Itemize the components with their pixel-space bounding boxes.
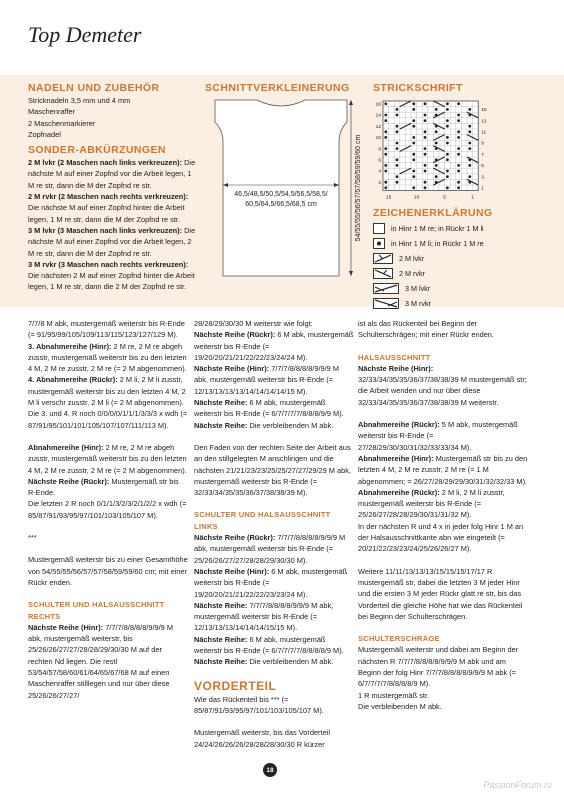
instruction-paragraph [28,442,188,476]
purl-dot [435,142,438,145]
spacer [28,431,188,442]
purl-dot [384,186,387,189]
purl-dot [384,130,387,133]
instruction-paragraph [194,634,354,657]
row-label: Nächste Reihe: [194,600,248,610]
purl-dot [412,158,415,161]
purl-dot [468,108,471,111]
row-text: 6 M abk, mustergemäß weiterstr bis R-Ende (= 19/20/20/21/21/22/22/23/23/24 M). [194,566,348,599]
legend-item [373,281,543,296]
purl-dot [446,153,449,156]
purl-dot [435,130,438,133]
purl-dot [457,181,460,184]
purl-dot [468,164,471,167]
row-text: Mustergemäß str bis R-Ende. [28,476,179,498]
purl-dot [424,181,427,184]
row-text: 6 M abk, mustergemäß weiterstr bis R-Ende (= 19/20/20/21/21/22/22/23/24/24 M). [194,330,354,362]
schnitt-diagram [205,98,367,298]
section-heading: SCHULTER UND HALSAUSSCHNITT RECHTS [28,600,165,621]
instruction-paragraph [194,420,354,431]
purl-dot [412,175,415,178]
purl-dot [396,164,399,167]
row-label: Nächste Reihe (Hinr): [194,566,270,576]
col-number: 1 [471,195,474,201]
page-title: Top Demeter [28,22,142,47]
materials-column [28,82,196,293]
legend-label: in Hinr 1 M li; in Rückr 1 M re [391,239,484,248]
spacer [28,521,188,532]
nadeln-list [28,95,196,140]
row-text: Die verbleibenden M abk. [247,657,334,667]
nadeln-heading: NADELN UND ZUBEHÖR [28,82,160,94]
row-label: Nächste Reihe (Rückr): [194,533,276,543]
knitting-chart [373,99,513,203]
purl-dot [446,108,449,111]
row-text: Die verbleibenden M abk. [247,420,334,430]
legende-heading: ZEICHENERKLÄRUNG [373,207,493,219]
schnitt-heading: SCHNITTVERKLEINERUNG [205,82,350,94]
instructions-column-2 [194,318,354,750]
instruction-paragraph [194,656,354,667]
row-label: Nächste Reihe (Rückr): [28,476,110,486]
purl-dot [446,175,449,178]
legend-label: 3 M rvkr [405,299,431,308]
3-m-lvkr-icon [373,283,399,294]
purl-dot [384,147,387,150]
legend-label: 2 M lvkr [399,254,425,263]
row-text: 7/7/7/8/8/8/8/9/9/9 M abk, mustergemäß weiterstr bis R-Ende (= 25/26/26/27/27/28/28/29/30/30 M). [194,533,346,565]
purl-dot [396,114,399,117]
row-label: Abnahmereihe (Hinr): [358,453,434,463]
col-number: 5 [443,195,446,201]
purl-dot [468,175,471,178]
spacer [358,341,530,352]
paragraph: Mustergemäß weiterstr bis zu einer Gesamthöhe von 54/55/55/56/57/57/58/59/59/60 cm; mit einer Rückr enden. [28,555,188,587]
purl-dot [435,175,438,178]
legend-label: 3 M lvkr [405,284,431,293]
sonder-list [28,157,196,293]
paragraph: Mustergemäß weiterstr, bis das Vorderteil 24/24/26/26/26/28/28/28/30/30 R kürzer [194,728,330,749]
purl-dot [396,130,399,133]
instruction-paragraph [194,363,354,397]
purl-dot [412,153,415,156]
purl-dot [384,170,387,173]
width-label-1: 46,5/48,5/50,5/54,5/56,5/58,5/ [234,191,328,198]
spacer [194,668,354,679]
paragraph: Den Faden von der rechten Seite der Arbeit aus an den stillgelegten M anschlingen und die nächsten 21/21/23/23/25/25/27/27/29/29 M abk, mustergemäß weiterstr bis R-Ende (= 32/33/34/35/35/36/37/38/38/39 M). [194,442,351,498]
col-number: 10 [413,195,420,201]
instruction-paragraph [28,374,188,408]
purl-dot [424,136,427,139]
3-m-rvkr-icon [373,298,399,309]
row-number-left: 2 [378,180,381,186]
purl-dot [384,181,387,184]
purl-dot [457,153,460,156]
sonder-term: 2 M lvkr (2 Maschen nach links verkreuzen): [28,158,183,168]
sonder-item [28,225,196,259]
2-m-rvkr-icon [373,268,393,279]
purl-dot [412,136,415,139]
height-label: 54/55/55/56/57/57/58/59/59/60 cm [355,134,362,242]
purl-dot [424,114,427,117]
purl-dot [396,181,399,184]
spacer [358,408,530,419]
row-text: Mustergemäß str bis zu den letzten 4 M, 2 M re zusstr, 2 M re (= 1 M abgenommen; = 26/27/28/29/29/30/31/32/32/33 M). [358,453,528,486]
purl-dot [424,119,427,122]
row-number-left: 10 [375,136,381,142]
row-label: 4. Abnahmereihe (Rückr): [28,375,118,385]
sonder-item [28,191,196,225]
purl-dot [424,170,427,173]
purl-dot [412,170,415,173]
purl-dot [435,164,438,167]
row-number-right: 15 [481,108,487,114]
legend-item [373,296,543,311]
sonder-item [28,259,196,293]
section-heading: SCHULTER UND HALSAUSSCHNITT LINKS [194,510,331,531]
row-number-left: 14 [375,113,381,119]
spacer [28,588,188,599]
paragraph: 1 R mustergemäß str. [358,690,430,700]
purl-dot [468,147,471,150]
purl-dot [446,170,449,173]
row-text: 7/7/7/8/8/8/8/9/9/9 M abk, mustergemäß weiterstr bis R-Ende (= 12/13/13/13/13/14/14/14/14/15 M). [194,364,340,396]
legend-item [373,266,543,281]
row-label: Abnahmereihe (Hinr): [28,442,104,452]
purl-dot [424,147,427,150]
purl-dot [446,142,449,145]
purl-dot [384,164,387,167]
paragraph: In der nächsten R und 4 x in jeder folg Hinr 1 M an der Halsausschnittkante abn wie eingeteilt (= 20/21/22/23/23/24/25/26/26/27 M). [358,521,524,554]
purl-dot [396,142,399,145]
row-number-right: 13 [481,119,487,125]
row-number-right: 9 [481,141,484,147]
sonder-heading: SONDER-ABKÜRZUNGEN [28,144,166,157]
nadeln-line: Maschenraffer [28,107,76,117]
row-number-left: 4 [378,169,381,175]
row-label: Nächste Reihe (Hinr): [28,622,104,632]
sonder-text: Die nächste M auf einer Zopfnd vor die Arbeit legen, 1 M re str, dann die M der Zopfnd re str. [28,158,196,190]
purl-dot [384,136,387,139]
sonder-term: 2 M rvkr (2 Maschen nach rechts verkreuzen): [28,192,189,202]
legend-item [373,236,543,251]
row-label: Nächste Reihe: [194,634,248,644]
purl-dot [457,130,460,133]
page-number: 18 [263,763,277,777]
purl-dot [457,102,460,105]
purl-dot [396,175,399,178]
row-number-left: 16 [375,102,381,108]
instruction-paragraph [194,600,354,634]
instruction-paragraph [194,566,354,600]
legend-item [373,251,543,266]
purl-dot [412,142,415,145]
row-number-left: 6 [378,158,381,164]
paragraph: *** [28,533,37,543]
row-label: Nächste Reihe (Rückr): [194,330,276,340]
row-text: 6 M abk, mustergemäß weiterstr bis R-Ende (= 6/7/7/7/7/8/8/8/9/9 M). [194,398,344,419]
paragraph: Weitere 11/11/13/13/13/15/15/15/17/17 R mustergemäß str, dabei die letzten 3 M jeder Hinr und die ersten 3 M jeder Rückr glatt re str, bis das Vorderteil die gleiche Höhe hat wie das Rückenteil bei Beginn der Schulterschrägen. [358,566,523,621]
row-number-right: 11 [481,130,487,136]
purl-dot [412,186,415,189]
purl-dot [457,170,460,173]
row-text: 2 M li, 2 M li zusstr, mustergemäß weiterstr bis zu den letzten 4 M, 2 M li verschr zusstr, 2 M li (= 2 M abgenommen). [28,375,186,408]
instruction-paragraph [28,622,188,701]
purl-dot [468,130,471,133]
instruction-paragraph [28,341,188,375]
purl-dot [435,108,438,111]
purl-dot [384,119,387,122]
paragraph: ist als das Rückenteil bei Beginn der Schulterschrägen; mit einer Rückr enden. [358,319,494,340]
sonder-term: 3 M lvkr (3 Maschen nach links verkreuzen): [28,225,183,235]
nadeln-line: Stricknadeln 3,5 mm und 4 mm [28,96,131,105]
purl-dot [396,108,399,111]
row-text: 32/33/34/35/35/36/37/38/38/39 M mustergemäß str; die Arbeit wenden und nur über diese 32/33/34/35/35/36/37/38/38/39 M weiterstr. [358,375,527,407]
row-text: 2 M li, 2 M li zusstr, mustergemäß weiterstr bis R-Ende (= 25/26/27/28/28/29/30/31/31/32 M). [358,487,505,520]
purl-dot [457,164,460,167]
paragraph: Die verbleibenden M abk. [358,701,442,711]
purl-dot [424,102,427,105]
instruction-paragraph [194,532,354,566]
purl-dot [457,119,460,122]
purl-dot [384,102,387,105]
purl-dot [457,136,460,139]
row-label: 3. Abnahmereihe (Hinr): [28,341,112,351]
purl-dot [384,114,387,117]
major-heading: VORDERTEIL [194,678,277,693]
spacer [28,543,188,554]
purl-dot [457,186,460,189]
legend-item [373,221,543,236]
purl-dot [412,119,415,122]
row-number-right: 5 [481,164,484,170]
strickschrift-heading: STRICKSCHRIFT [373,82,463,94]
row-text: 7/7/7/8/8/8/8/9/9/9 M abk, mustergemäß weiterstr bis R-Ende (= 12/13/13/13/14/14/14/15/15 M). [194,600,334,633]
instructions-column-3 [358,318,530,712]
purl-dot [446,186,449,189]
purl-dot [457,114,460,117]
purl-dot [396,147,399,150]
purl-dot [396,158,399,161]
row-label: Nächste Reihe: [194,398,248,408]
paragraph: 7/7/8 M abk, mustergemäß weiterstr bis R-Ende (= 91/95/99/105/109/113/115/123/127/129 M). [28,319,185,340]
legend-label: 2 M rvkr [399,269,425,278]
instruction-paragraph [358,363,530,408]
row-number-right: 3 [481,175,484,181]
purl-dot [396,125,399,128]
row-number-right: 1 [481,186,484,192]
purl-dot [446,119,449,122]
legend-label: in Hinr 1 M re; in Rückr 1 M li [391,224,484,233]
2-m-lvkr-icon [373,253,393,264]
row-label: Nächste Reihe (Hinr): [194,364,270,374]
section-heading: SCHULTERSCHRÄGE [358,634,440,644]
purl-dot [446,125,449,128]
watermark: PassionForum.ru [483,780,552,790]
row-label: Abnahmereihe (Rückr): [358,420,440,430]
chart-column [373,82,543,308]
sonder-text: Die nächsten 2 M auf einer Zopfnd hinter die Arbeit legen, 1 M re str, dann die 2 M der Zopfnd re str. [28,271,195,292]
purl-dot [424,164,427,167]
section-heading: HALSAUSSCHNITT [358,352,431,362]
purl-dot [412,102,415,105]
row-text: 6 M abk, mustergemäß weiterstr bis R-Ende (= 6/7/7/7/7/8/8/8/8/9 M). [194,634,344,656]
instruction-paragraph [28,476,188,499]
purl-dot [468,142,471,145]
sonder-term: 3 M rvkr (3 Maschen nach rechts verkreuzen): [28,259,189,269]
instruction-paragraph [358,487,530,521]
row-text: 7/7/7/8/8/8/8/9/9/9 M abk, mustergemäß weiterstr, bis 25/26/26/27/27/28/28/29/30/30 M auf der rechten Nd liegen. Die restl 53/54/57/58/60/61/64/65/67/68 M auf einen Maschenraffer stilllegen und nur über diese 25/26/26/27/27/ [28,622,174,700]
purl-dot [457,147,460,150]
schnitt-column [205,82,362,242]
paragraph: Die letzten 2 R noch 0/1/1/3/2/3/2/1/2/2 x wdh (= 85/87/91/93/95/97/101/103/105/107 M). [28,499,187,520]
instruction-paragraph [194,397,354,420]
purl-dot [412,108,415,111]
row-label: Abnahmereihe (Rückr): [358,487,440,497]
row-label: Nächste Reihe: [194,657,248,667]
empty-box-icon [373,223,385,234]
instruction-paragraph [358,453,530,487]
spacer [358,622,530,633]
width-label-2: 60,5/64,5/66,5/68,5 cm [245,201,317,208]
sonder-item [28,157,196,191]
paragraph: Die 3. und 4. R noch 0/0/0/0/1/1/1/3/3/3 x wdh (= 87/91/95/101/101/105/107/107/111/113 M). [28,409,188,430]
sonder-text: Die nächste M auf einer Zopfnd vor die Arbeit legen, 2 M re str, dann die M der Zopfnd re str. [28,225,196,258]
row-number-left: 12 [375,124,381,130]
row-text: 2 M re, 2 M re abgeh zusstr, mustergemäß weiterstr bis zu den letzten 4 M, 2 M re zusstr, 2 M re (= 2 M abgenommen). [28,442,187,475]
purl-dot [412,125,415,128]
row-label: Nächste Reihe: [194,420,248,430]
spacer [358,555,530,566]
row-number-right: 7 [481,152,484,158]
sonder-text: Die nächste M auf einer Zopfnd hinter die Arbeit legen, 1 M re str, dann die M der Zopfnd re str. [28,203,185,224]
purl-dot [384,153,387,156]
paragraph: Wie das Rückenteil bis *** (= 85/87/91/93/95/97/101/103/105/107 M). [194,694,324,715]
purl-dot [424,186,427,189]
purl-dot [446,158,449,161]
row-label: Nächste Reihe (Hinr): [358,363,434,373]
legend-list [373,221,543,311]
row-number-left: 8 [378,147,381,153]
purl-dot [446,102,449,105]
purl-dot [468,125,471,128]
instructions-column-1 [28,318,188,701]
purl-dot [424,153,427,156]
instruction-paragraph [358,419,530,453]
row-text: 5 M abk, mustergemäß weiterstr bis R-Ende (= 27/28/29/30/30/31/32/33/33/34 M). [358,420,518,452]
dot-box-icon [373,238,385,249]
spacer [194,431,354,442]
instruction-paragraph [194,329,354,363]
spacer [194,498,354,509]
paragraph: Mustergemäß weiterstr und dabei am Beginn der nächsten R 7/7/7/8/8/8/8/9/9/9 M abk und am Beginn der folg Hinr 7/7/7/8/8/8/8/9/9/9 M abk (= 6/7/7/7/7/8/8/8/8/9 M). [358,645,519,689]
row-text: 2 M re, 2 M re abgeh zusstr, mustergemäß weiterstr bis zu den letzten 4 M, 2 M re zusstr, 2 M re (= 2 M abgenommen). [28,341,187,374]
paragraph: 28/28/29/30/30 M weiterstr wie folgt: [194,319,313,328]
nadeln-line: Zopfnadel [28,129,61,139]
purl-dot [446,136,449,139]
purl-dot [424,130,427,133]
nadeln-line: 2 Maschenmarkierer [28,118,96,128]
spacer [194,716,354,727]
col-number: 15 [385,195,392,201]
